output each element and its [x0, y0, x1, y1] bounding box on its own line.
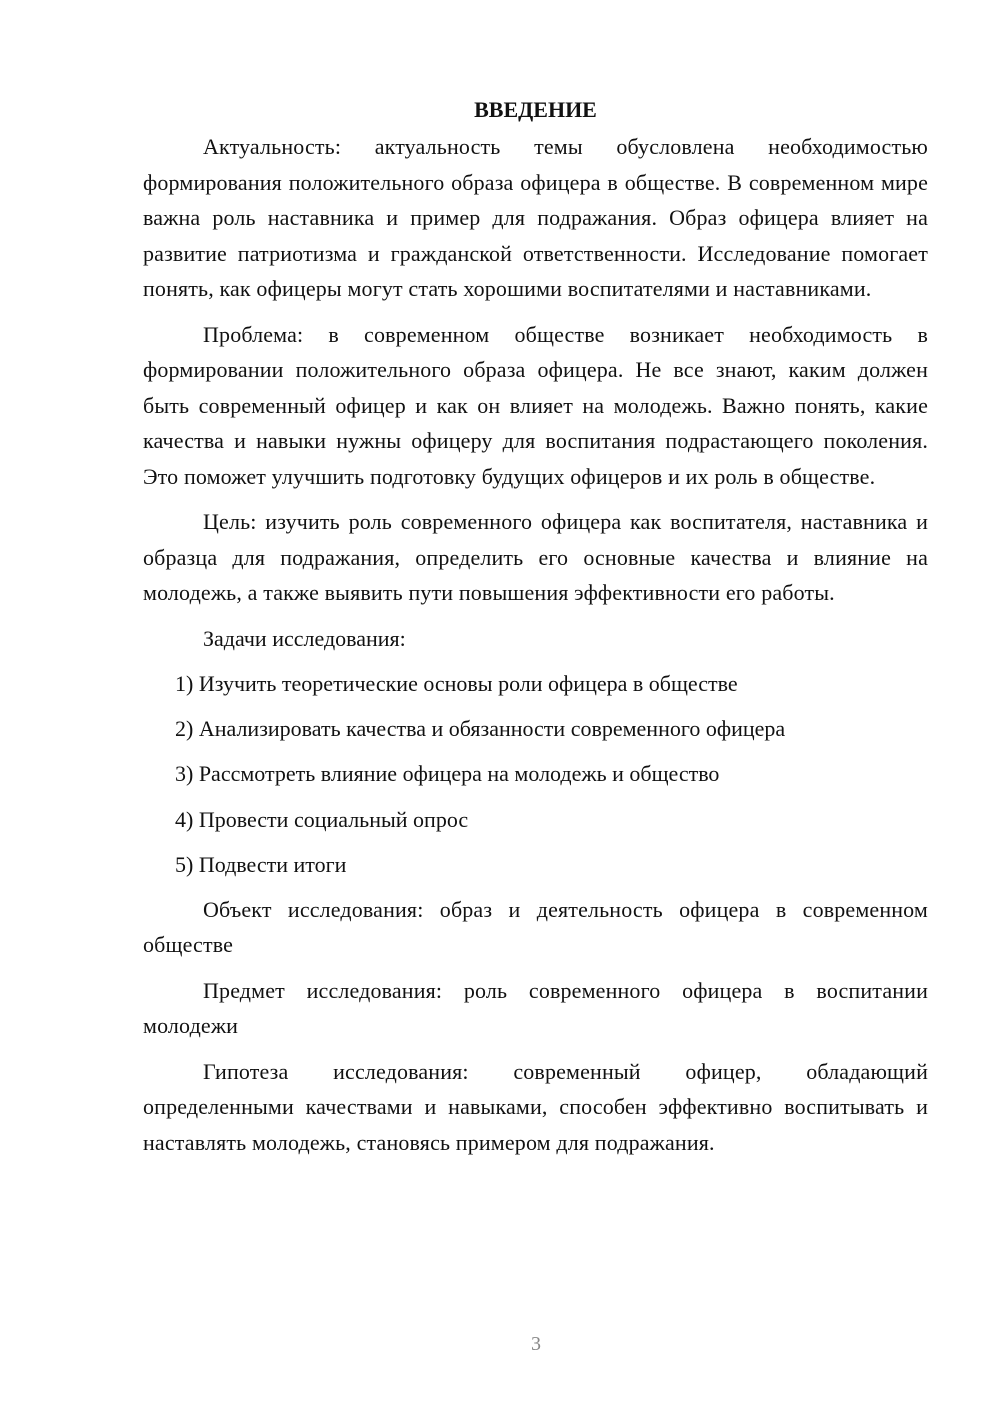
object-paragraph: Объект исследования: образ и деятельность офицера в современном обществе	[143, 896, 928, 958]
task-item-4: 4) Провести социальный опрос	[175, 806, 469, 832]
page-number: 3	[531, 1333, 541, 1355]
relevance-paragraph: Актуальность: актуальность темы обусловлена необходимостью формирования положительного образа офицера в обществе. В современном мире важна роль наставника и пример для подражания. Образ офицера влияет на развитие патриотизма и гражданской ответственности. Исследование помогает понять, как офицеры могут стать хорошими воспитателями и наставниками.	[143, 134, 928, 301]
document-page	[143, 92, 928, 1170]
task-item-3: 3) Рассмотреть влияние офицера на молодежь и общество	[175, 761, 720, 787]
task-item-5: 5) Подвести итоги	[175, 851, 347, 877]
problem-paragraph: Проблема: в современном обществе возникает необходимость в формировании положительного образа офицера. Не все знают, каким должен быть современный офицер и как он влияет на молодежь. Важно понять, какие качества и навыки нужны офицеру для воспитания подрастающего поколения. Это поможет улучшить подготовку будущих офицеров и их роль в обществе.	[143, 321, 928, 489]
section-title: ВВЕДЕНИЕ	[474, 97, 597, 122]
goal-paragraph: Цель: изучить роль современного офицера как воспитателя, наставника и образца для подражания, определить его основные качества и влияние на молодежь, а также выявить пути повышения эффективности его работы.	[143, 509, 928, 605]
tasks-heading: Задачи исследования:	[203, 625, 406, 651]
task-item-2: 2) Анализировать качества и обязанности современного офицера	[175, 716, 786, 742]
subject-paragraph: Предмет исследования: роль современного офицера в воспитании молодежи	[143, 977, 928, 1039]
hypothesis-paragraph: Гипотеза исследования: современный офицер, обладающий определенными качествами и навыками, способен эффективно воспитывать и наставлять молодежь, становясь примером для подражания.	[143, 1058, 928, 1155]
task-item-1: 1) Изучить теоретические основы роли офицера в обществе	[175, 671, 738, 696]
tasks-list	[143, 666, 928, 882]
